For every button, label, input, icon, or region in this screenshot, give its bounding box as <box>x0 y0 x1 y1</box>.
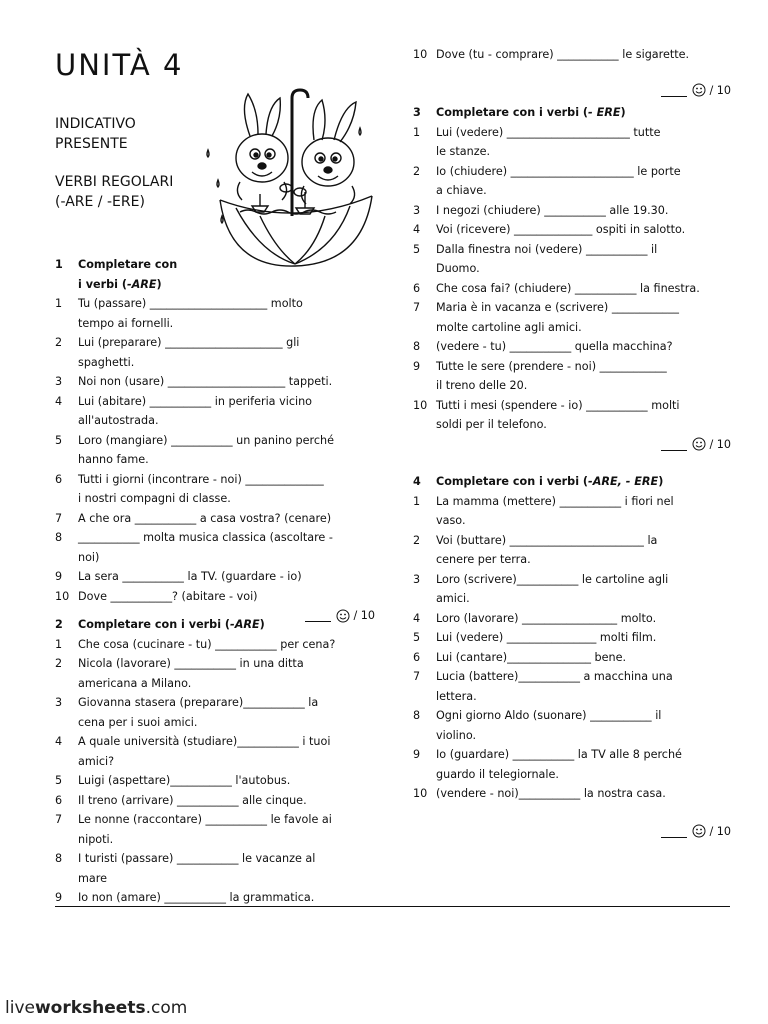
item-line: ___________ molta musica classica (ascoltare - <box>78 531 333 544</box>
item-line: Io (guardare) ___________ la TV alle 8 perché <box>436 748 682 761</box>
item-number: 9 <box>413 359 421 373</box>
item-line: Tutte le sere (prendere - noi) ____________ <box>436 359 667 373</box>
list-item <box>413 220 731 240</box>
item-number: 6 <box>413 281 421 295</box>
item-line: hanno fame. <box>78 453 149 466</box>
item-text <box>78 431 375 470</box>
list-item <box>413 784 731 804</box>
item-number: 9 <box>413 748 421 761</box>
list-item <box>413 357 731 396</box>
footer-logo <box>5 998 187 1018</box>
item-text <box>436 279 731 299</box>
item-text <box>436 337 731 357</box>
item-line: all'autostrada. <box>78 414 159 427</box>
list-item <box>413 628 731 648</box>
list-item <box>55 654 375 693</box>
item-number: 10 <box>413 48 428 61</box>
verb-type: -ARE, - ERE <box>588 475 659 488</box>
exercise-title-line2: i verbi ( <box>78 277 127 291</box>
item-number: 2 <box>413 164 421 178</box>
item-text <box>436 745 731 784</box>
item-line: Tutti i giorni (incontrare - noi) ______________ <box>78 472 324 486</box>
exercise-items <box>413 492 731 804</box>
item-text <box>436 240 731 279</box>
item-number: 10 <box>413 787 428 800</box>
list-item <box>55 771 375 791</box>
item-line: Le nonne (raccontare) ___________ le favole ai <box>78 813 332 826</box>
exercise-number: 2 <box>55 618 63 631</box>
item-line: Tu (passare) _____________________ molto <box>78 297 303 310</box>
item-line: noi) <box>78 550 100 564</box>
item-text <box>436 609 731 629</box>
item-line: spaghetti. <box>78 355 135 369</box>
item-line: (vendere - noi)___________ la nostra casa. <box>436 787 666 800</box>
score-total: / 10 <box>709 83 731 97</box>
score-blank[interactable] <box>661 438 687 451</box>
item-number: 8 <box>55 852 63 865</box>
list-item <box>55 392 375 431</box>
item-line: soldi per il telefono. <box>436 418 547 431</box>
list-item <box>413 279 731 299</box>
list-item <box>55 431 375 470</box>
item-line: vaso. <box>436 514 466 527</box>
item-line: Maria è in vacanza e (scrivere) ____________ <box>436 301 679 314</box>
item-text <box>78 587 375 607</box>
item-line: americana a Milano. <box>78 676 192 690</box>
subtitle-line: INDICATIVO <box>55 116 136 132</box>
item-line: lettera. <box>436 689 477 703</box>
title-close: ) <box>156 277 162 291</box>
item-line: Dalla finestra noi (vedere) ___________ il <box>436 242 658 256</box>
item-number: 6 <box>55 793 63 807</box>
item-line: le stanze. <box>436 145 491 158</box>
item-line: Loro (scrivere)___________ le cartoline agli <box>436 572 669 586</box>
list-item <box>55 294 375 333</box>
item-number: 4 <box>413 223 421 236</box>
exercise-4 <box>413 472 731 841</box>
item-line: nipoti. <box>78 832 114 846</box>
item-line: i nostri compagni di classe. <box>78 492 231 505</box>
title-close: ) <box>620 106 626 119</box>
item-text <box>436 570 731 609</box>
item-line: Loro (mangiare) ___________ un panino perché <box>78 433 335 447</box>
item-line: Che cosa (cucinare - tu) ___________ per cena? <box>78 637 336 651</box>
item-number: 5 <box>55 774 63 787</box>
item-number: 3 <box>413 203 421 217</box>
item-text <box>78 294 375 333</box>
item-line: La sera ___________ la TV. (guardare - io) <box>78 570 302 583</box>
list-item <box>413 201 731 221</box>
exercise-title: Completare con i verbi ( <box>436 475 589 488</box>
item-line: A che ora ___________ a casa vostra? (cenare) <box>78 511 332 525</box>
item-text <box>436 648 731 668</box>
item-line: La mamma (mettere) ___________ i fiori nel <box>436 494 674 508</box>
item-text <box>78 771 375 791</box>
item-line: amici. <box>436 592 470 605</box>
title-close: ) <box>658 475 664 488</box>
logo-prefix: live <box>5 998 35 1018</box>
item-text <box>78 392 375 431</box>
item-number: 1 <box>413 494 421 508</box>
list-item <box>413 609 731 629</box>
item-line: Lui (preparare) _____________________ gli <box>78 336 300 349</box>
list-item <box>55 333 375 372</box>
exercise-number: 3 <box>413 106 421 119</box>
exercise-items <box>413 123 731 435</box>
exercise-number: 4 <box>413 475 421 488</box>
score-blank[interactable] <box>661 825 687 838</box>
topic-line: VERBI REGOLARI <box>55 174 174 190</box>
list-item <box>413 45 731 65</box>
item-number: 3 <box>55 375 63 388</box>
item-line: mare <box>78 871 107 885</box>
item-number: 1 <box>55 637 63 651</box>
exercise-2-continued <box>413 45 731 100</box>
item-number: 2 <box>55 657 63 670</box>
item-number: 2 <box>413 533 421 547</box>
item-number: 4 <box>413 611 421 625</box>
list-item <box>55 693 375 732</box>
item-number: 7 <box>413 670 421 683</box>
score-total: / 10 <box>353 609 375 622</box>
item-text <box>78 509 375 529</box>
rabbits-umbrella-illustration <box>200 88 380 272</box>
exercise-heading <box>55 255 375 294</box>
item-line: Loro (lavorare) _________________ molto. <box>436 611 657 625</box>
item-line: Io non (amare) ___________ la grammatica. <box>78 891 315 904</box>
exercise-items <box>55 635 375 908</box>
item-text <box>436 201 731 221</box>
item-text <box>436 123 731 162</box>
item-number: 5 <box>413 631 421 644</box>
list-item <box>413 337 731 357</box>
list-item <box>55 567 375 587</box>
item-line: Noi non (usare) _____________________ tappeti. <box>78 375 333 388</box>
subtitle <box>55 114 136 154</box>
item-number: 9 <box>55 891 63 904</box>
item-line: cena per i suoi amici. <box>78 715 198 729</box>
exercise-title: Completare con <box>78 258 178 271</box>
item-line: Lui (vedere) ________________ molti film. <box>436 631 657 644</box>
item-number: 6 <box>413 650 421 664</box>
item-number: 7 <box>55 813 63 826</box>
list-item <box>55 470 375 509</box>
logo-bold: worksheets <box>34 998 146 1018</box>
list-item <box>55 732 375 771</box>
list-item <box>413 123 731 162</box>
item-line: A quale università (studiare)___________ i tuoi <box>78 735 331 748</box>
list-item <box>55 810 375 849</box>
item-text <box>78 567 375 587</box>
item-line: Voi (buttare) ________________________ la <box>436 533 658 547</box>
item-text <box>436 531 731 570</box>
item-text <box>78 654 375 693</box>
score <box>413 81 731 101</box>
item-line: Voi (ricevere) ______________ ospiti in salotto. <box>436 223 686 236</box>
item-line: Io (chiudere) ______________________ le porte <box>436 164 681 178</box>
item-line: Duomo. <box>436 262 480 275</box>
list-item <box>413 667 731 706</box>
item-line: tempo ai fornelli. <box>78 316 174 330</box>
item-text <box>78 333 375 372</box>
item-text <box>78 732 375 771</box>
item-number: 7 <box>413 301 421 314</box>
item-text <box>78 791 375 811</box>
item-number: 5 <box>413 242 421 256</box>
item-line: Lucia (battere)___________ a macchina una <box>436 670 673 683</box>
item-number: 8 <box>413 340 421 353</box>
list-item <box>413 570 731 609</box>
exercise-1 <box>55 255 375 626</box>
item-line: Giovanna stasera (preparare)___________ la <box>78 696 319 709</box>
item-text <box>436 784 731 804</box>
verb-type: - ERE <box>588 106 621 119</box>
item-text <box>78 810 375 849</box>
item-line: Luigi (aspettare)___________ l'autobus. <box>78 774 291 787</box>
list-item <box>55 849 375 888</box>
smiley-icon <box>692 83 706 97</box>
item-text <box>78 888 375 908</box>
topic <box>55 172 173 212</box>
item-number: 8 <box>413 709 421 722</box>
topic-line: (-ARE / -ERE) <box>55 194 145 210</box>
item-text <box>436 628 731 648</box>
item-text <box>436 162 731 201</box>
item-text <box>78 470 375 509</box>
item-line: Tutti i mesi (spendere - io) ___________ molti <box>436 398 680 412</box>
item-number: 6 <box>55 472 63 486</box>
score-total: / 10 <box>709 824 731 838</box>
item-line: guardo il telegiornale. <box>436 767 559 781</box>
subtitle-line: PRESENTE <box>55 136 128 152</box>
score-total: / 10 <box>709 437 731 451</box>
item-line: molte cartoline agli amici. <box>436 320 582 334</box>
item-number: 4 <box>55 735 63 748</box>
item-line: amici? <box>78 754 115 768</box>
list-item <box>413 162 731 201</box>
item-text <box>78 693 375 732</box>
item-text <box>78 635 375 655</box>
list-item <box>55 635 375 655</box>
item-number: 2 <box>55 336 63 349</box>
score-blank[interactable] <box>661 84 687 97</box>
item-number: 1 <box>55 297 63 310</box>
item-number: 5 <box>55 433 63 447</box>
logo-suffix: .com <box>145 998 188 1018</box>
exercise-2 <box>55 615 375 908</box>
item-line: Nicola (lavorare) ___________ in una ditta <box>78 657 304 670</box>
exercise-heading <box>413 103 731 123</box>
item-text <box>436 492 731 531</box>
smiley-icon <box>692 824 706 838</box>
verb-type: -ARE <box>230 618 260 631</box>
item-number: 7 <box>55 511 63 525</box>
item-number: 3 <box>55 696 63 709</box>
item-text <box>436 396 731 435</box>
item-text <box>78 849 375 888</box>
list-item <box>413 298 731 337</box>
item-text <box>436 667 731 706</box>
list-item <box>55 791 375 811</box>
exercise-number: 1 <box>55 258 63 271</box>
list-item <box>55 888 375 908</box>
item-line: Lui (abitare) ___________ in periferia vicino <box>78 394 313 408</box>
item-line: I negozi (chiudere) ___________ alle 19.30. <box>436 203 669 217</box>
item-line: Lui (cantare)_______________ bene. <box>436 650 627 664</box>
item-number: 10 <box>413 398 428 412</box>
item-text <box>78 528 375 567</box>
exercise-heading <box>55 615 375 635</box>
item-number: 1 <box>413 125 421 139</box>
exercise-title: Completare con i verbi ( <box>436 106 589 119</box>
score <box>413 435 731 455</box>
page-title: UNITÀ 4 <box>55 48 184 82</box>
item-text <box>436 220 731 240</box>
item-line: (vedere - tu) ___________ quella macchina? <box>436 340 673 353</box>
title-close: ) <box>259 618 265 631</box>
item-line: Il treno (arrivare) ___________ alle cinque. <box>78 793 307 807</box>
item-text: Dove (tu - comprare) ___________ le sigarette. <box>436 48 690 61</box>
list-item <box>55 509 375 529</box>
item-line: Ogni giorno Aldo (suonare) ___________ il <box>436 709 662 722</box>
item-text <box>436 298 731 337</box>
list-item <box>413 396 731 435</box>
item-line: cenere per terra. <box>436 553 531 566</box>
item-line: Dove ___________? (abitare - voi) <box>78 589 258 603</box>
item-line: Lui (vedere) ______________________ tutte <box>436 125 661 139</box>
list-item <box>413 531 731 570</box>
list-item <box>413 492 731 531</box>
item-text <box>436 706 731 745</box>
verb-type: -ARE <box>126 277 157 291</box>
exercise-3 <box>413 103 731 454</box>
item-line: a chiave. <box>436 184 487 197</box>
list-item <box>413 240 731 279</box>
list-item <box>413 648 731 668</box>
item-line: violino. <box>436 728 477 742</box>
list-item <box>55 372 375 392</box>
item-text <box>436 357 731 396</box>
item-line: il treno delle 20. <box>436 379 528 392</box>
list-item <box>413 706 731 745</box>
item-line: Che cosa fai? (chiudere) ___________ la finestra. <box>436 281 700 295</box>
exercise-heading <box>413 472 731 492</box>
item-line: I turisti (passare) ___________ le vacanze al <box>78 852 316 865</box>
bottom-divider <box>55 906 730 907</box>
item-number: 4 <box>55 394 63 408</box>
item-number: 3 <box>413 572 421 586</box>
item-number: 9 <box>55 570 63 583</box>
exercise-items <box>55 294 375 606</box>
score <box>413 822 731 842</box>
smiley-icon <box>692 437 706 451</box>
list-item <box>55 587 375 607</box>
exercise-title: Completare con i verbi ( <box>78 618 231 631</box>
item-text <box>78 372 375 392</box>
item-number: 8 <box>55 531 63 544</box>
list-item <box>413 745 731 784</box>
list-item <box>55 528 375 567</box>
item-number: 10 <box>55 589 70 603</box>
